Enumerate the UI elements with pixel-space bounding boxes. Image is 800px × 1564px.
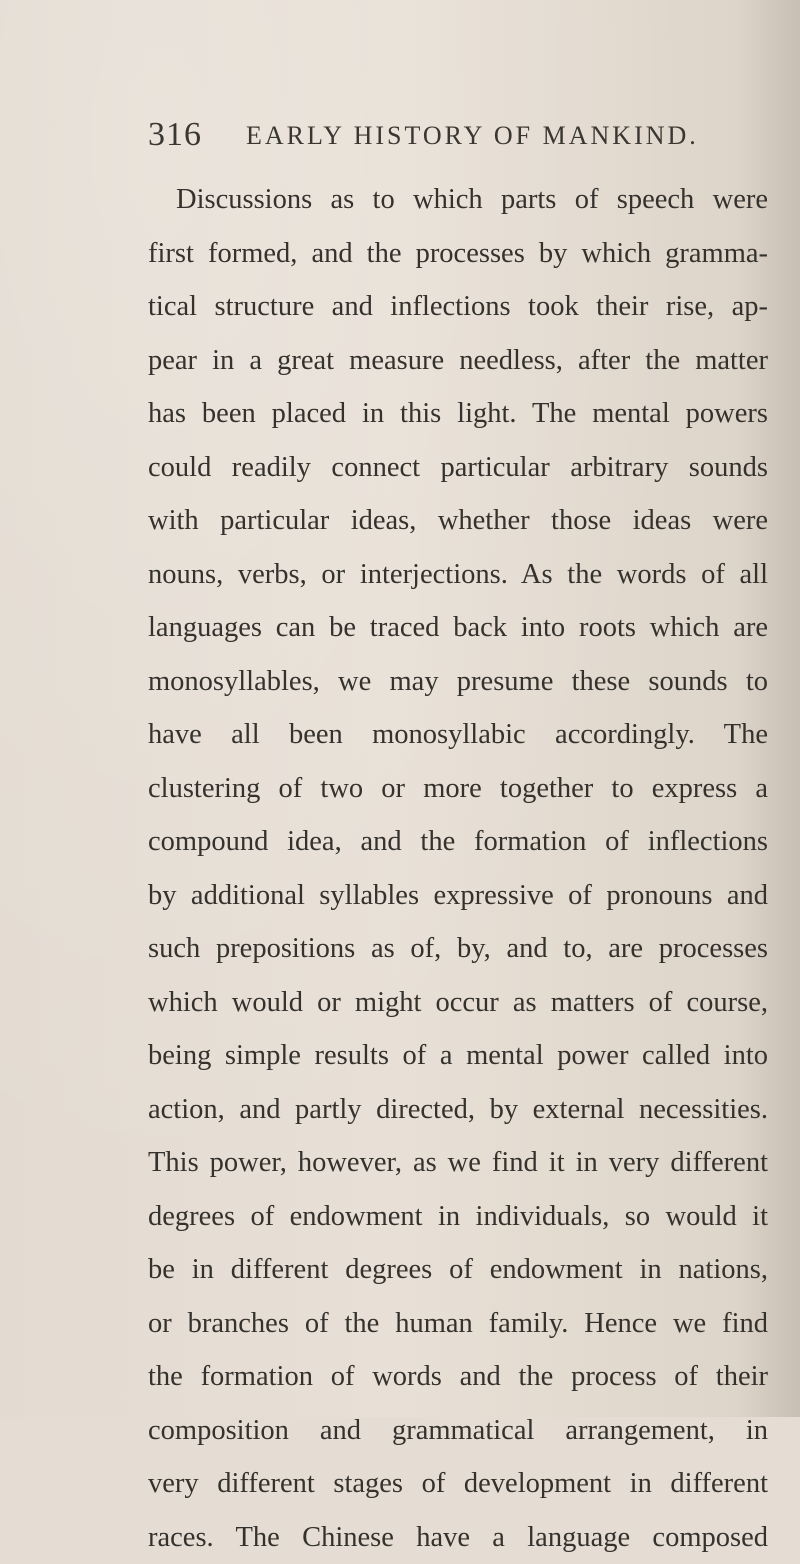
text-line: languages can be traced back into roots which are — [148, 601, 768, 655]
text-line: degrees of endowment in individuals, so would it — [148, 1190, 768, 1244]
text-line: being simple results of a mental power called into — [148, 1029, 768, 1083]
text-line: clustering of two or more together to express a — [148, 762, 768, 816]
text-line: compound idea, and the formation of inflections — [148, 815, 768, 869]
text-line: This power, however, as we find it in very different — [148, 1136, 768, 1190]
running-head — [148, 116, 768, 156]
text-line: be in different degrees of endowment in nations, — [148, 1243, 768, 1297]
text-line: very different stages of development in different — [148, 1457, 768, 1511]
text-line: has been placed in this light. The mental powers — [148, 387, 768, 441]
text-line: the formation of words and the process of their — [148, 1350, 768, 1404]
text-line: which would or might occur as matters of course, — [148, 976, 768, 1030]
text-line: action, and partly directed, by external necessities. — [148, 1083, 768, 1137]
text-line: such prepositions as of, by, and to, are processes — [148, 922, 768, 976]
text-line: pear in a great measure needless, after the matter — [148, 334, 768, 388]
text-line: monosyllables, we may presume these sounds to — [148, 655, 768, 709]
text-line: races. The Chinese have a language composed — [148, 1511, 768, 1564]
body-paragraph — [148, 173, 768, 1564]
text-line: could readily connect particular arbitrary sounds — [148, 441, 768, 495]
text-line: have all been monosyllabic accordingly. The — [148, 708, 768, 762]
text-line: by additional syllables expressive of pronouns and — [148, 869, 768, 923]
text-line: with particular ideas, whether those ideas were — [148, 494, 768, 548]
running-title: EARLY HISTORY OF MANKIND. — [246, 121, 699, 151]
text-line: tical structure and inflections took their rise, ap- — [148, 280, 768, 334]
page-number: 316 — [148, 116, 202, 154]
text-line: or branches of the human family. Hence we find — [148, 1297, 768, 1351]
text-line: Discussions as to which parts of speech were — [176, 173, 768, 227]
text-line: nouns, verbs, or interjections. As the words of all — [148, 548, 768, 602]
text-line: composition and grammatical arrangement, in — [148, 1404, 768, 1458]
text-line: first formed, and the processes by which gramma- — [148, 227, 768, 281]
